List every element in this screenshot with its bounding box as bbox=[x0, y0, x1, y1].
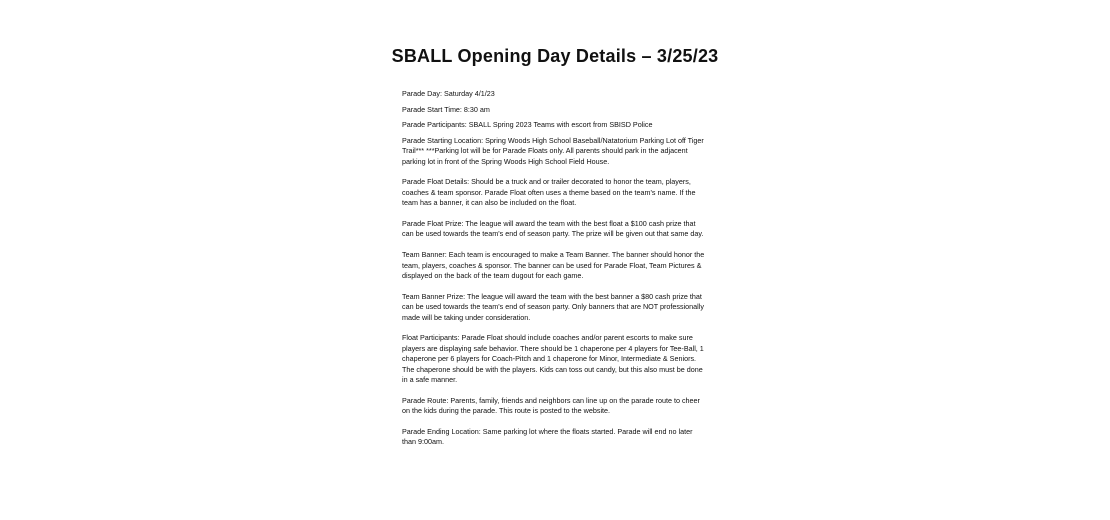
parade-float-details: Parade Float Details: Should be a truck and or trailer decorated to honor the team, players, coaches & team sponsor. Parade Float often uses a theme based on the team's name. If the team has a banner, it can also be included on the float. bbox=[402, 177, 696, 208]
parade-ending-location: Parade Ending Location: Same parking lot where the floats started. Parade will end no later than 9:00am. bbox=[402, 427, 693, 447]
parade-participants: Parade Participants: SBALL Spring 2023 Teams with escort from SBISD Police bbox=[402, 120, 653, 130]
parade-route: Parade Route: Parents, family, friends and neighbors can line up on the parade route to cheer on the kids during the parade. This route is posted to the website. bbox=[402, 395, 700, 416]
parade-day: Parade Day: Saturday 4/1/23 bbox=[402, 89, 495, 98]
parade-starting-location: Parade Starting Location: Spring Woods High School Baseball/Natatorium Parking Lot off Tiger Trail*** ***Parking lot will be for Parade Floats only. All parents should park in the adjacent parking lot in front of the Spring Woods High School Field House. bbox=[402, 135, 704, 166]
parade-start-time: Parade Start Time: 8:30 am bbox=[402, 104, 490, 114]
document-body bbox=[402, 89, 706, 458]
team-banner-prize: Team Banner Prize: The league will award the team with the best banner a $80 cash prize that can be used towards the team's end of season party. Only banners that are NOT professionally made will be taking under consideration. bbox=[402, 291, 704, 322]
team-banner: Team Banner: Each team is encouraged to make a Team Banner. The banner should honor the team, players, coaches & sponsor. The banner can be used for Parade Float, Team Pictures & displayed on the back of the team dugout for each game. bbox=[402, 250, 705, 281]
document-title: SBALL Opening Day Details – 3/25/23 bbox=[391, 46, 719, 66]
parade-float-prize: Parade Float Prize: The league will award the team with the best float a $100 cash prize that can be used towards the team's end of season party. The prize will be given out that same day. bbox=[402, 219, 704, 239]
float-participants: Float Participants: Parade Float should include coaches and/or parent escorts to make sure players are displaying safe behavior. There should be 1 chaperone per 4 players for Tee-Ball, 1 chaperone per 6 players for Coach-Pitch and 1 chaperone for Minor, Intermediate & Seniors. The chaperone should be with the players. Kids can toss out candy, but this also must be done in a safe manner. bbox=[402, 333, 704, 385]
